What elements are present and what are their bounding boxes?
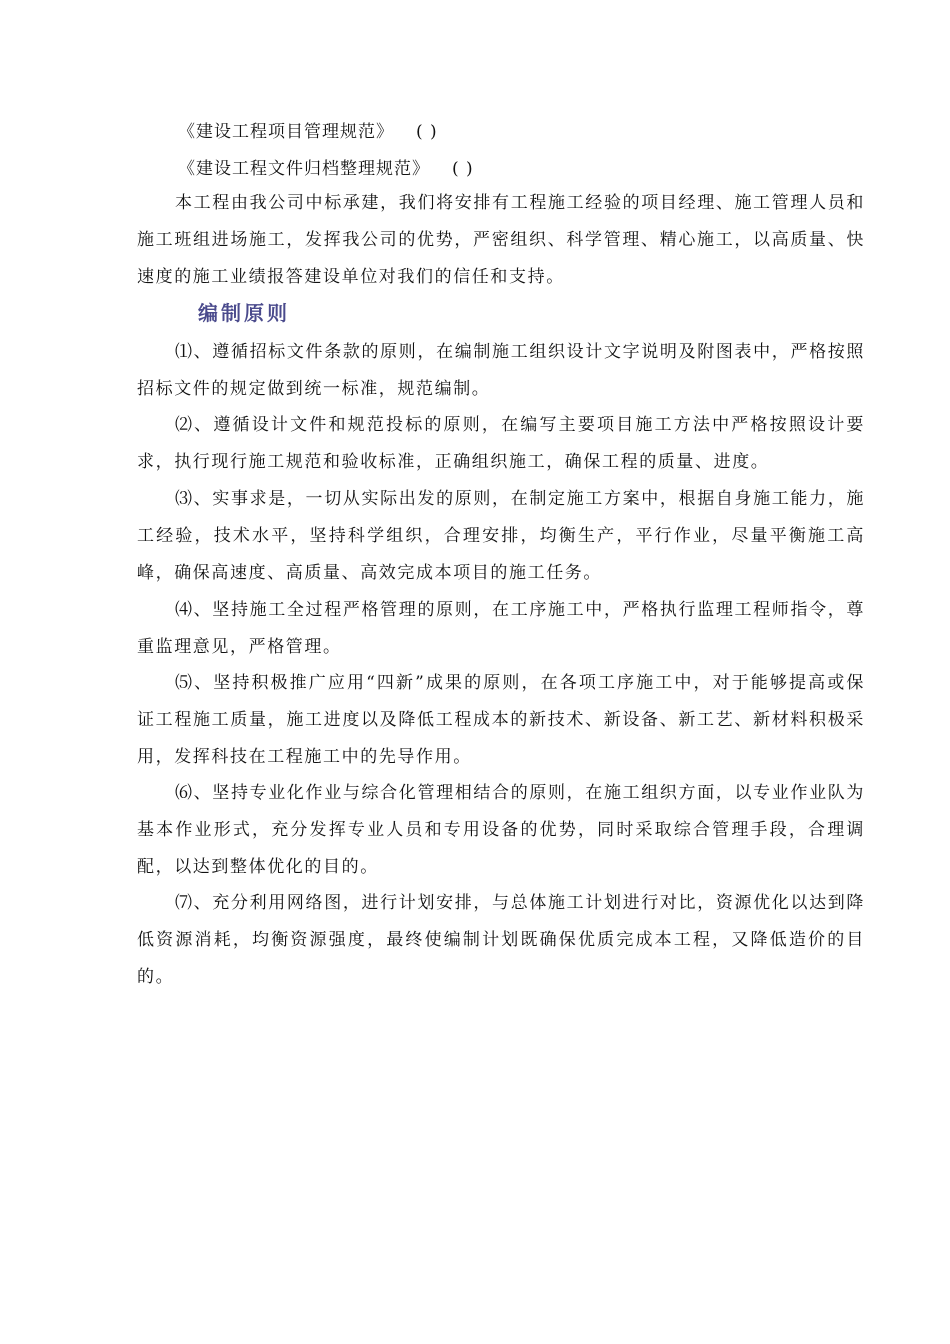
principle-7: ⑺、充分利用网络图，进行计划安排，与总体施工计划进行对比，资源优化以达到降低资源消耗，均衡资源强度，最终使编制计划既确保优质完成本工程，又降低造价的目的。	[137, 893, 865, 987]
principle-5: ⑸、坚持积极推广应用“四新”成果的原则，在各项工序施工中，对于能够提高或保证工程施工质量，施工进度以及降低工程成本的新技术、新设备、新工艺、新材料积极采用，发挥科技在工程施工中的先导作用。	[137, 673, 865, 767]
standard-number-placeholder: ( )	[452, 159, 474, 179]
principle-4: ⑷、坚持施工全过程严格管理的原则，在工序施工中，严格执行监理工程师指令，尊重监理意见，严格管理。	[137, 600, 865, 657]
standard-reference-2	[178, 157, 474, 181]
principle-3: ⑶、实事求是，一切从实际出发的原则，在制定施工方案中，根据自身施工能力，施工经验，技术水平，坚持科学组织，合理安排，均衡生产，平行作业，尽量平衡施工高峰，确保高速度、高质量、高效完成本项目的施工任务。	[137, 489, 865, 583]
principle-1: ⑴、遵循招标文件条款的原则，在编制施工组织设计文字说明及附图表中，严格按照招标文件的规定做到统一标准，规范编制。	[137, 342, 865, 399]
principle-2: ⑵、遵循设计文件和规范投标的原则，在编写主要项目施工方法中严格按照设计要求，执行现行施工规范和验收标准，正确组织施工，确保工程的质量、进度。	[137, 415, 865, 472]
standard-reference-1	[178, 120, 438, 144]
standard-title: 《建设工程项目管理规范》	[178, 122, 394, 142]
standard-title: 《建设工程文件归档整理规范》	[178, 159, 430, 179]
principle-6: ⑹、坚持专业化作业与综合化管理相结合的原则，在施工组织方面，以专业作业队为基本作业形式，充分发挥专业人员和专用设备的优势，同时采取综合管理手段，合理调配，以达到整体优化的目的。	[137, 783, 865, 877]
section-heading: 编制原则	[198, 301, 290, 325]
intro-paragraph: 本工程由我公司中标承建，我们将安排有工程施工经验的项目经理、施工管理人员和施工班组进场施工，发挥我公司的优势，严密组织、科学管理、精心施工，以高质量、快速度的施工业绩报答建设单位对我们的信任和支持。	[137, 193, 865, 287]
standard-number-placeholder: ( )	[416, 122, 438, 142]
